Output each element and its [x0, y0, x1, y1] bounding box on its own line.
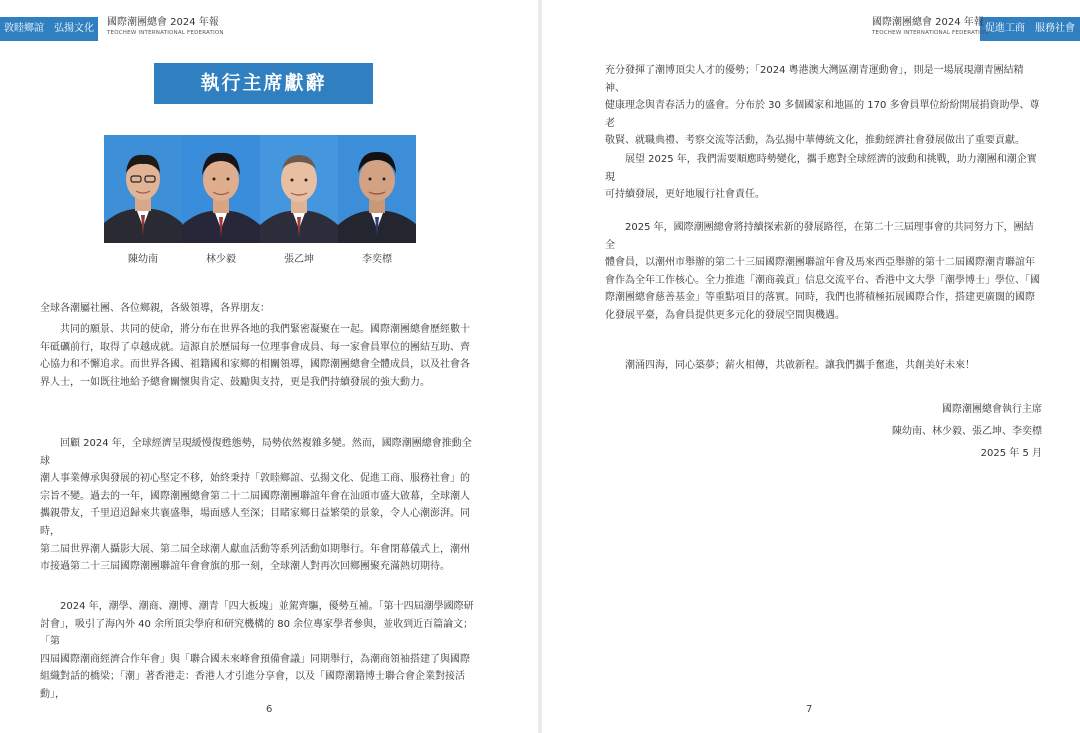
right-paragraph-4: 潮涌四海，同心築夢；薪火相傳，共啟新程。讓我們攜手奮進，共創美好未來！ — [625, 360, 975, 371]
right-paragraph-1: 充分發揮了潮博頂尖人才的優勢；「2024 粵港澳大灣區潮青運動會」，則是一場展現潮青團結精神、 健康理念與青春活力的盛會。分布於 30 多個國家和地區的 170 多會員單位紛紛開展捐資助學、尊老 敬賢、就職典禮、考察交流等活動，為弘揚中華傳統文化，推動經濟社會發展做出了重要貢獻。 — [605, 65, 1040, 147]
book-gutter — [538, 0, 542, 733]
signature-names: 陳幼南、林少毅、張乙坤、李奕標 — [892, 426, 1042, 437]
portrait-photo — [338, 135, 416, 243]
salutation: 全球各潮屬社團、各位鄉親，各級領導，各界朋友： — [40, 303, 270, 314]
page-number-left: 6 — [266, 704, 273, 715]
portrait-photo — [260, 135, 338, 243]
right-header — [872, 17, 989, 38]
right-paragraph-2: 展望 2025 年，我們需要順應時勢變化，攜手應對全球經濟的波動和挑戰，助力潮團和潮企實現 可持續發展，更好地履行社會責任。 — [605, 154, 1037, 201]
left-header-subtitle: TEOCHEW INTERNATIONAL FEDERATION — [107, 30, 224, 36]
paragraph-2: 回顧 2024 年，全球經濟呈現緩慢復甦態勢，局勢依然複雜多變。然而，國際潮團總會推動全球 潮人事業傳承與發展的初心堅定不移，始終秉持「敦睦鄉誼、弘揚文化、促進工商、服務社會」的 宗旨不變。過去的一年，國際潮團總會第二十二屆國際潮團聯誼年會在汕頭市盛大啟幕，全球潮人 攜親帶友，千里迢迢歸來共襄盛舉，場面感人至深；目睹家鄉日益繁榮的景象，令人心潮澎湃。同時， 第二屆世界潮人攝影大展、第二屆全球潮人獻血活動等系列活動如期舉行。年會閉幕儀式上，潮州 市接過第二十三屆國際潮團聯誼年會會旗的那一刻，全球潮人對再次回鄉團聚充滿熱切期待。 — [40, 438, 472, 573]
page-number-right: 7 — [806, 704, 813, 715]
right-page-tab: 促進工商 服務社會 — [980, 17, 1080, 41]
right-header-title: 國際潮團總會 2024 年報 — [872, 17, 984, 28]
chairman-name: 李奕標 — [362, 254, 392, 265]
portrait-photo — [104, 135, 182, 243]
signature-block — [892, 399, 1042, 465]
page-title: 執行主席獻辭 — [154, 63, 373, 104]
left-page-tab: 敦睦鄉誼 弘揚文化 — [0, 17, 98, 41]
left-header-title: 國際潮團總會 2024 年報 — [107, 17, 219, 28]
paragraph-1: 共同的願景、共同的使命，將分布在世界各地的我們緊密凝聚在一起。國際潮團總會歷經數十 年砥礪前行，取得了卓越成就。這源自於歷屆每一位理事會成員、每一家會員單位的團結互助、齊 心協力和不懈追求。而世界各國、祖籍國和家鄉的相關領導，國際潮團總會全體成員，以及社會各 界人士，一如既往地給予總會關懷與肯定、鼓勵與支持，更是我們持續發展的強大動力。 — [40, 324, 470, 388]
chairman-name: 張乙坤 — [284, 254, 314, 265]
chairmen-portraits — [104, 135, 417, 243]
right-paragraph-3: 2025 年，國際潮團總會將持續探索新的發展路徑，在第二十三屆理事會的共同努力下，團結全 體會員，以潮州市舉辦的第二十三屆國際潮團聯誼年會及馬來西亞舉辦的第十二屆國際潮青聯誼年 會作為全年工作核心。全力推進「潮商義貢」信息交流平台、香港中文大學「潮學博士」學位、「國 際潮團總會慈善基金」等重點項目的落實。同時，我們也將積極拓展國際合作，搭建更廣闊的國際 化發展平臺，為會員提供更多元化的發展空間與機遇。 — [605, 222, 1040, 321]
left-header — [107, 17, 224, 38]
signature-org: 國際潮團總會執行主席 — [942, 404, 1042, 415]
portrait-photo — [182, 135, 260, 243]
chairman-name: 陳幼南 — [128, 254, 158, 265]
right-header-subtitle: TEOCHEW INTERNATIONAL FEDERATION — [872, 30, 989, 36]
signature-date: 2025 年 5 月 — [980, 448, 1042, 459]
paragraph-3: 2024 年，潮學、潮商、潮博、潮青「四大板塊」並駕齊驅，優勢互補。「第十四屆潮學國際研 討會」，吸引了海內外 40 余所頂尖學府和研究機構的 80 余位專家學者參與，並收到近百篇論文；「第 四屆國際潮商經濟合作年會」與「聯合國未來峰會預備會議」同期舉行，為潮商領袖搭建了與國際 組織對話的橋梁；「潮」著香港走：香港人才引進分享會，以及「國際潮籍博士聯合會企業對接活動」， — [40, 601, 474, 700]
chairman-name: 林少毅 — [206, 254, 236, 265]
